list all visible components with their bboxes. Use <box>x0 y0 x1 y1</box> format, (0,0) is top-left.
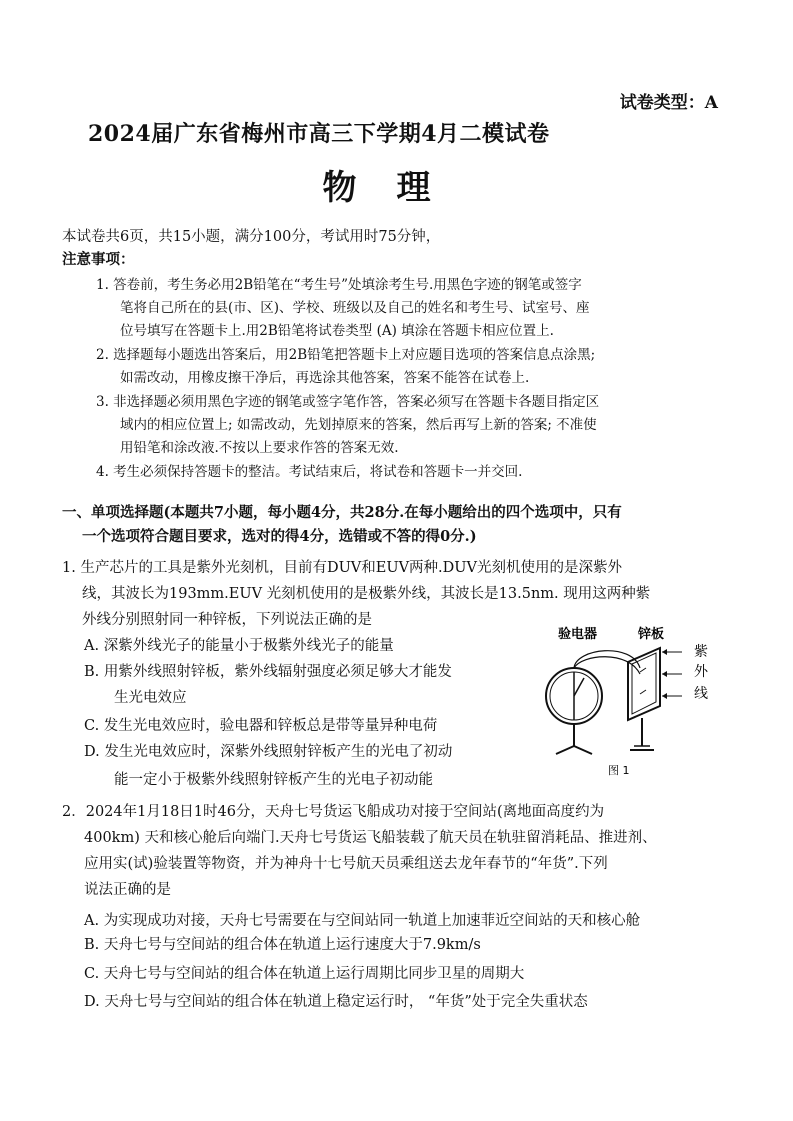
exam-title: 2024届广东省梅州市高三下学期4月二模试卷 <box>88 121 550 147</box>
subject-title: 物理 <box>322 168 471 208</box>
q1-stem: 1. 生产芯片的工具是紫外光刻机，目前有DUV和EUV两种.DUV光刻机使用的是深紫外 <box>62 560 622 576</box>
q1-option-c: C. 发生光电效应时，验电器和锌板总是带等量异种电荷 <box>84 718 438 734</box>
q1-option-d-cont: 能一定小于极紫外线照射锌板产生的光电子初动能 <box>114 772 433 788</box>
section-heading: 一、单项选择题(本题共7小题，每小题4分，共28分.在每小题给出的四个选项中，只有 <box>62 504 622 521</box>
label-uv-1: 紫 <box>694 644 708 660</box>
label-electroscope: 验电器 <box>558 627 598 642</box>
label-zinc-plate: 锌板 <box>638 627 665 642</box>
label-uv-3: 线 <box>694 686 708 702</box>
q1-option-b: B. 用紫外线照射锌板，紫外线辐射强度必须足够大才能发 <box>84 664 452 680</box>
note-line: 3. 非选择题必须用黑色字迹的钢笔或签字笔作答，答案必须写在答题卡各题目指定区 <box>96 394 600 410</box>
note-line: 位号填写在答题卡上.用2B铅笔将试卷类型 (A) 填涂在答题卡相应位置上. <box>120 323 554 339</box>
q2-stem: 说法正确的是 <box>84 882 171 898</box>
q2-option-b: B. 天舟七号与空间站的组合体在轨道上运行速度大于7.9km/s <box>84 937 481 953</box>
q1-option-d: D. 发生光电效应时，深紫外线照射锌板产生的光电了初动 <box>84 744 453 760</box>
note-line: 1. 答卷前，考生务必用2B铅笔在“考生号”处填涂考生号.用黑色字迹的钢笔或签字 <box>96 277 582 293</box>
q1-option-a: A. 深紫外线光子的能量小于极紫外线光子的能量 <box>84 638 394 654</box>
note-line: 2. 选择题每小题选出答案后，用2B铅笔把答题卡上对应题目选项的答案信息点涂黑; <box>96 347 596 363</box>
q2-option-d: D. 天舟七号与空间站的组合体在轨道上稳定运行时， “年货”处于完全失重状态 <box>84 994 588 1010</box>
exam-summary: 本试卷共6页，共15小题，满分100分，考试用时75分钟， <box>62 229 441 245</box>
q2-stem: 2．2024年1月18日1时46分，天舟七号货运飞船成功对接于空间站(离地面高度约为 <box>62 804 605 820</box>
q1-stem: 外线分别照射同一种锌板，下列说法正确的是 <box>82 612 372 628</box>
note-line: 笔将自己所在的县(市、区)、学校、班级以及自己的姓名和考生号、试室号、座 <box>120 300 590 316</box>
q1-option-b-cont: 生光电效应 <box>114 690 187 706</box>
note-line: 4. 考生必须保持答题卡的整洁。考试结束后，将试卷和答题卡一并交回. <box>96 464 523 480</box>
q2-stem: 应用实(试)验装置等物资，并为神舟十七号航天员乘组送去龙年春节的“年货”.下列 <box>84 856 608 872</box>
q2-option-c: C. 天舟七号与空间站的组合体在轨道上运行周期比同步卫星的周期大 <box>84 966 525 982</box>
note-line: 如需改动，用橡皮擦干净后，再选涂其他答案，答案不能答在试卷上. <box>120 370 530 386</box>
notice-heading: 注意事项： <box>62 251 135 268</box>
label-uv-2: 外 <box>694 664 708 680</box>
figure-caption: 图 1 <box>608 764 630 777</box>
q2-option-a: A. 为实现成功对接，天舟七号需要在与空间站同一轨道上加速菲近空间站的天和核心舱 <box>84 913 641 929</box>
q1-stem: 线，其波长为193mm.EUV 光刻机使用的是极紫外线，其波长是13.5nm. 现用这两种紫 <box>82 586 651 602</box>
section-heading-cont: 一个选项符合题目要求，选对的得4分，选错或不答的得0分.) <box>82 528 477 545</box>
q2-stem: 400km) 天和核心舱后向端门.天舟七号货运飞船装载了航天员在轨驻留消耗品、推进剂、 <box>84 830 657 846</box>
figure-photoelectric <box>542 622 722 782</box>
paper-type: 试卷类型：A <box>619 93 718 113</box>
note-line: 用铅笔和涂改液.不按以上要求作答的答案无效. <box>120 440 399 456</box>
electroscope-diagram <box>542 622 722 782</box>
note-line: 域内的相应位置上; 如需改动，先划掉原来的答案，然后再写上新的答案; 不准使 <box>120 417 597 433</box>
